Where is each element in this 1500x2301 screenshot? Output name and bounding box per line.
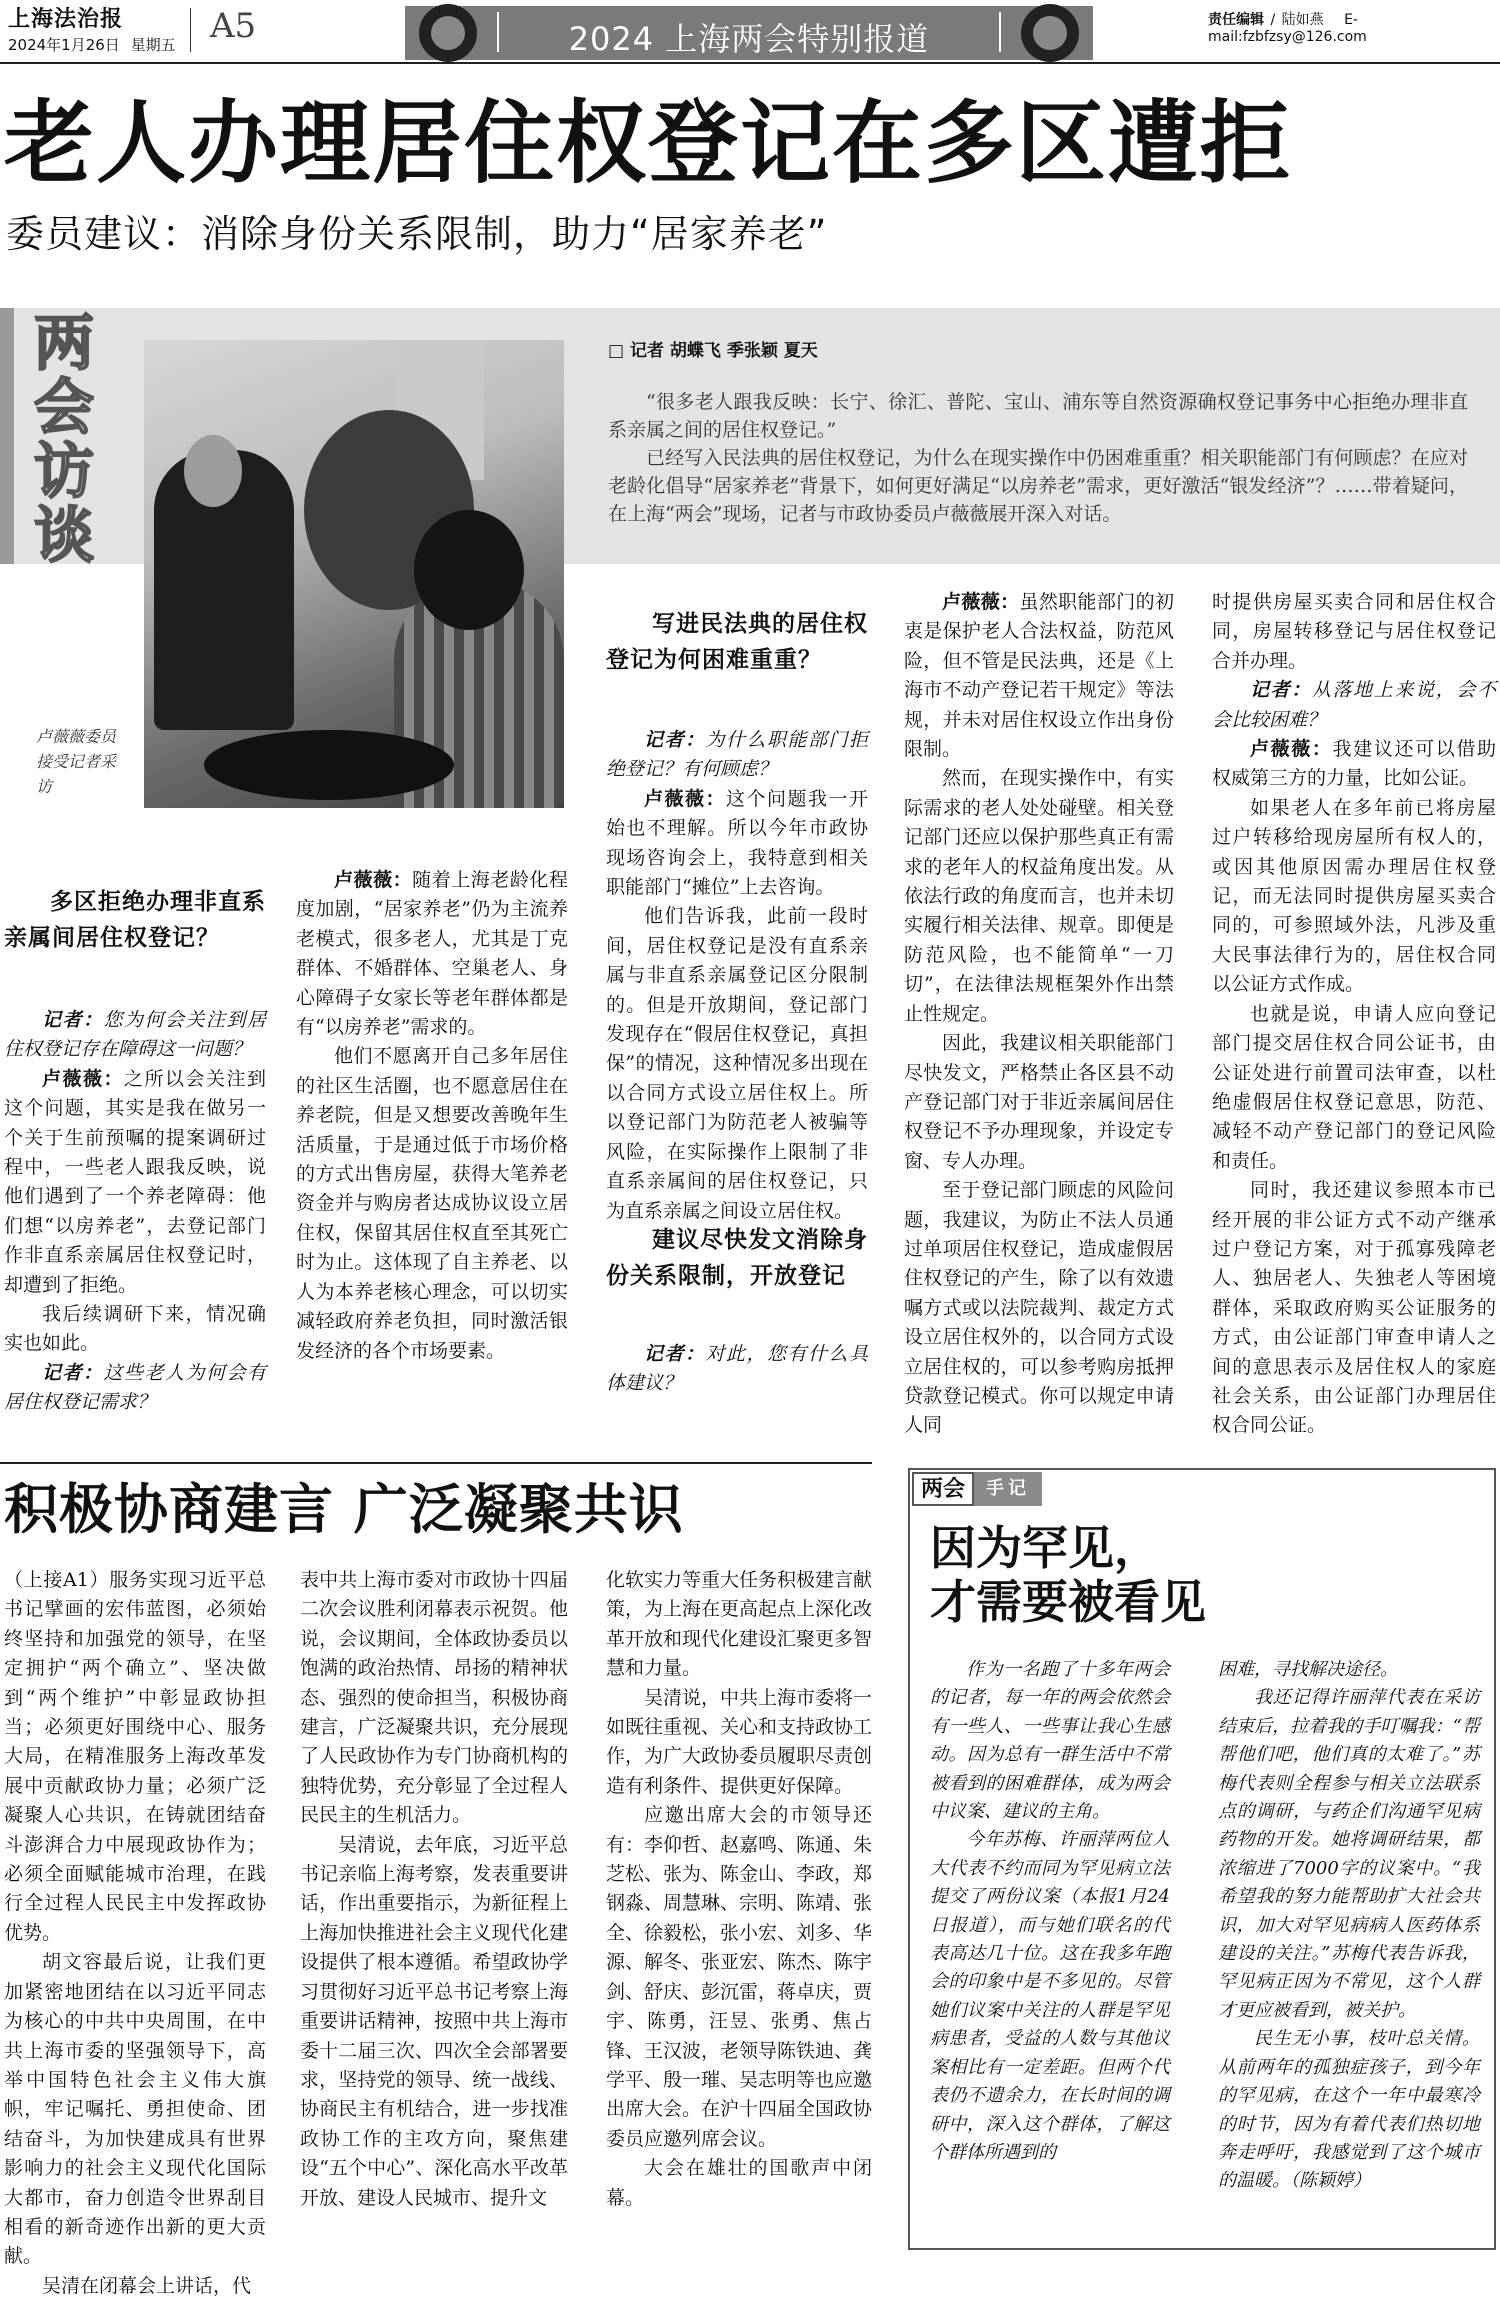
speaker-label: 卢薇薇： (42, 1067, 124, 1090)
paragraph (4, 1300, 266, 1359)
paragraph-text: 也就是说，申请人应向登记部门提交居住权合同公证书，由公证处进行前置司法审查，以杜绝虚假居住权登记意思，防范、减轻不动产登记部门的登记风险和责任。 (1212, 1002, 1496, 1172)
paragraph (904, 1176, 1174, 1441)
paragraph: 胡文容最后说，让我们更加紧密地团结在以习近平同志为核心的中共中央周围，在中共上海市委的坚强领导下，高举中国特色社会主义伟大旗帜，牢记嘱托、勇担使命、团结奋斗，为加快建成具有世界影响力的社会主义现代化国际大都市，奋力创造令世界刮目相看的新奇迹作出新的更大贡献。 (4, 1951, 266, 2268)
speaker-label: 卢薇薇： (1250, 738, 1333, 761)
issue-date (8, 34, 176, 55)
paragraph (296, 866, 568, 1042)
paragraph (606, 785, 868, 903)
lede-paragraph: “很多老人跟我反映：长宁、徐汇、普陀、宝山、浦东等自然资源确权登记事务中心拒绝办理非直系亲属之间的居住权登记。” (608, 391, 1468, 441)
photo-table (204, 730, 454, 800)
section-tag: 两会访谈 (34, 309, 94, 571)
story1-column-3 (606, 726, 868, 1222)
paragraph: 表中共上海市委对市政协十四届二次会议胜利闭幕表示祝贺。他说，会议期间，全体政协委员以饱满的政治热情、昂扬的精神状态、强烈的使命担当，积极协商建言，广泛凝聚共识，充分展现了人民政协作为专门协商机构的独特优势，充分彰显了全过程人民民主的生机活力。 (300, 1569, 568, 1827)
date-text: 2024年1月26日 (8, 36, 120, 54)
notes-tag-right: 手记 (974, 1472, 1042, 1506)
interview-photo (144, 340, 564, 808)
photo-person-right-head (414, 510, 524, 630)
paragraph-text: 这些老人为何会有居住权登记需求？ (4, 1361, 266, 1414)
photo-person-left-face (184, 435, 242, 507)
story1-column-2 (296, 866, 568, 1366)
paragraph-text: 他们告诉我，此前一段时间，居住权登记是没有直系亲属与非直系亲属登记区分限制的。但是开放期间，登记部门发现存在“假居住权登记，真担保”的情况，这种情况多出现在以合同方式设立居住权上。所以登记部门为防范老人被骗等风险，在实际操作上限制了非直系亲属间的居住权登记，只为直系亲属之间设立居住权。 (606, 905, 868, 1222)
weekday-text: 星期五 (130, 36, 176, 54)
byline: □ 记者 胡蝶飞 季张颖 夏天 (608, 341, 818, 361)
paragraph-text: 时提供房屋买卖合同和居住权合同，房屋转移登记与居住权登记合并办理。 (1212, 591, 1496, 672)
paragraph-text: 随着上海老龄化程度加剧，“居家养老”仍为主流养老模式，很多老人，尤其是丁克群体、不婚群体、空巢老人、身心障碍子女家长等老年群体都是有“以房养老”需求的。 (296, 869, 568, 1039)
paragraph-text: 您为何会关注到居住权登记存在障碍这一问题？ (4, 1009, 266, 1061)
tag-strip (0, 308, 14, 564)
story1-column-1 (4, 1006, 266, 1418)
speaker-label: 记者： (42, 1361, 104, 1384)
paragraph: 大会在雄壮的国歌声中闭幕。 (606, 2157, 872, 2209)
subheading-3: 建议尽快发文消除身份关系限制，开放登记 (606, 1226, 868, 1289)
page-number: A5 (210, 6, 257, 46)
paragraph-text: 他们不愿离开自己多年居住的社区生活圈，也不愿意居住在养老院，但是又想要改善晚年生活质量，于是通过低于市场价格的方式出售房屋，获得大笔养老资金并与购房者达成协议设立居住权，保留其居住权直至其死亡时为止。这体现了自主养老、以人为本养老核心理念，可以切实减轻政府养老负担，同时激活银发经济的各个市场要素。 (296, 1045, 568, 1362)
paragraph-text: 这个问题我一开始也不理解。所以今年市政协现场咨询会上，我特意到相关职能部门“摊位”上去咨询。 (606, 787, 868, 899)
paragraph-text: 然而，在现实操作中，有实际需求的老人处处碰壁。相关登记部门还应以保护那些真正有需求的老年人的权益角度出发。从依法行政的角度而言，也并未切实履行相关法律、规章。即便是防范风险，也不能简单“一刀切”，在法律法规框架外作出禁止性规定。 (904, 767, 1174, 1025)
masthead-rule (0, 62, 1500, 64)
paragraph: 今年苏梅、许丽萍两位人大代表不约而同为罕见病立法提交了两份议案（本报1月24日报道），而与她们联名的代表高达几十位。这在我多年跑会的印象中是不多见的。尽管她们议案中关注的人群是罕见病患者，受益的人数与其他议案相比有一定差距。但两个代表仍不遗余力，在长时间的调研中，深入这个群体，了解这个群体所遇到的 (930, 1829, 1170, 2163)
paragraph (904, 588, 1174, 764)
paragraph (1212, 1000, 1496, 1176)
paragraph (904, 1029, 1174, 1176)
emblem-icon-left (419, 4, 477, 62)
story2-column-3 (606, 1566, 872, 2250)
paragraph (606, 902, 868, 1225)
story1-column-4 (904, 588, 1174, 1437)
newspaper-logo: 上海法治报 (8, 6, 124, 32)
notes-headline-2: 才需要被看见 (930, 1575, 1206, 1629)
paragraph: 化软实力等重大任务积极建言献策，为上海在更高起点上深化改革开放和现代化建设汇聚更多智慧和力量。 (606, 1569, 873, 1680)
notes-headline-1: 因为罕见， (930, 1521, 1160, 1575)
editor-credit (1208, 9, 1500, 45)
subheading-1: 多区拒绝办理非直系亲属间居住权登记？ (4, 888, 266, 951)
header-divider (190, 8, 191, 52)
paragraph: 我还记得许丽萍代表在采访结束后，拉着我的手叮嘱我：“帮帮他们吧，他们真的太难了。”苏梅代表则全程参与相关立法联系点的调研，与药企们沟通罕见病药物的开发。她将调研结果，都浓缩进了7000字的议案中。“我希望我的努力能帮助扩大社会共识，加大对罕见病病人医药体系建设的关注。”苏梅代表告诉我，罕见病正因为不常见，这个人群才更应被看到，被关护。 (1218, 1687, 1480, 2021)
paragraph-text: 如果老人在多年前已将房屋过户转移给现房屋所有权人的，或因其他原因需办理居住权登记，而无法同时提供房屋买卖合同的，可参照域外法，凡涉及重大民事法律行为的，居住权合同以公证方式作成。 (1212, 796, 1496, 996)
story2-column-1 (4, 1566, 266, 2297)
paragraph: 应邀出席大会的市领导还有：李仰哲、赵嘉鸣、陈通、朱芝松、张为、陈金山、李政，郑钢淼、周慧琳、宗明、陈靖、张全、徐毅松，张小宏、刘多、华源、解冬、张亚宏、陈杰、陈宇剑、舒庆、彭沉雷，蒋卓庆，贾宇、陈勇，汪昱、张勇、焦占锋、王汉波，老领导陈铁迪、龚学平、殷一璀、吴志明等也应邀出席大会。在沪十四届全国政协委员应邀列席会议。 (606, 1804, 873, 2150)
paragraph: （上接A1）服务实现习近平总书记擘画的宏伟蓝图，必须始终坚持和加强党的领导，在坚定拥护“两个确立”、坚决做到“两个维护”中彰显政协担当；必须更好围绕中心、服务大局，在精准服务上海改革发展中贡献政协力量；必须广泛凝聚人心共识，在铸就团结奋斗澎湃合力中展现政协作为；必须全面赋能城市治理，在践行全过程人民民主中发挥政协优势。 (4, 1569, 266, 1944)
paragraph (4, 1065, 266, 1300)
paragraph: 吴清说，中共上海市委将一如既往重视、关心和支持政协工作，为广大政协委员履职尽责创造有利条件、提供更好保障。 (606, 1686, 873, 1797)
story2-headline: 积极协商建言 广泛凝聚共识 (4, 1477, 684, 1541)
banner-title: 2024 上海两会特别报道 (568, 20, 930, 58)
speaker-label: 记者： (644, 1343, 706, 1365)
paragraph (904, 764, 1174, 1029)
editor-name: 陆如燕 (1281, 12, 1324, 28)
paragraph (606, 726, 868, 785)
lede (608, 388, 1468, 528)
notes-tag-left: 两会 (912, 1472, 974, 1506)
subheadline: 委员建议：消除身份关系限制，助力“居家养老” (6, 212, 828, 256)
paragraph-text: 至于登记部门顾虑的风险问题，我建议，为防止不法人员通过单项居住权登记，造成虚假居住权登记的产生，除了以有效遗嘱方式或以法院裁判、裁定方式设立居住权外的，以合同方式设立居住权的，可以参考购房抵押贷款登记模式。你可以规定申请人同 (904, 1179, 1174, 1437)
speaker-label: 记者： (644, 729, 706, 751)
emblem-icon-right (1021, 4, 1079, 62)
paragraph-text: 我后续调研下来，情况确实也如此。 (4, 1303, 266, 1355)
paragraph-text: 同时，我还建议参照本市已经开展的非公证方式不动产继承过户登记方案，对于孤寡残障老人、独居老人、失独老人等困境群体，采取政府购买公证服务的方式，由公证部门审查申请人之间的意思表示及居住权人的家庭社会关系，由公证部门办理居住权合同公证。 (1212, 1179, 1496, 1437)
editor-email: E-mail:fzbfzsy@126.com (1208, 12, 1367, 45)
paragraph (4, 1006, 266, 1065)
editor-separator: / (1270, 12, 1276, 28)
notes-tag (912, 1472, 1042, 1506)
story2-column-2 (300, 1566, 568, 2250)
speaker-label: 卢薇薇： (334, 869, 413, 891)
paragraph: 吴清说，去年底，习近平总书记亲临上海考察，发表重要讲话，作出重要指示，为新征程上上海加快推进社会主义现代化建设提供了根本遵循。希望政协学习贯彻好习近平总书记考察上海重要讲话精神，按照中共上海市委十二届三次、四次全会部署要求，坚持党的领导、统一战线、协商民主有机结合，进一步找准政协工作的主攻方向，聚焦建设“五个中心”、深化高水平改革开放、建设人民城市、提升文 (300, 1833, 568, 2209)
paragraph (1212, 794, 1496, 1000)
section-rule (0, 1462, 872, 1464)
story1-column-3-end (606, 1340, 868, 1399)
paragraph (1212, 588, 1496, 676)
story1-column-5 (1212, 588, 1496, 1437)
paragraph: 民生无小事，枝叶总关情。从前两年的孤独症孩子，到今年的罕见病，在这个一年中最寒冷的时节，因为有着代表们热切地奔走呼吁，我感觉到了这个城市的温暖。（陈颖婷） (1218, 2028, 1480, 2192)
paragraph-text: 因此，我建议相关职能部门尽快发文，严格禁止各区县不动产登记部门对于非近亲属间居住权登记不予办理现象，并设定专窗、专人办理。 (904, 1032, 1174, 1172)
speaker-label: 卢薇薇： (942, 591, 1020, 613)
speaker-label: 记者： (1250, 679, 1312, 702)
paragraph: 吴清在闭幕会上讲话，代 (42, 2274, 252, 2297)
paragraph: 困难，寻找解决途径。 (1218, 1659, 1398, 1680)
paragraph (296, 1042, 568, 1365)
lede-paragraph: 已经写入民法典的居住权登记，为什么在现实操作中仍困难重重？相关职能部门有何顾虑？在应对老龄化倡导“居家养老”背景下，如何更好满足“以房养老”需求，更好激活“银发经济”？……带着疑问，在上海“两会”现场，记者与市政协委员卢薇薇展开深入对话。 (608, 447, 1468, 525)
paragraph-text: 之所以会关注到这个问题，其实是我在做另一个关于生前预嘱的提案调研过程中，一些老人跟我反映，说他们遇到了一个养老障碍：他们想“以房养老”，去登记部门作非直系亲属居住权登记时，却遭到了拒绝。 (4, 1067, 266, 1296)
paragraph-text: 我建议还可以借助权威第三方的力量，比如公证。 (1212, 738, 1496, 790)
paragraph (1212, 735, 1496, 794)
speaker-label: 卢薇薇： (644, 787, 726, 810)
paragraph (606, 1340, 868, 1399)
photo-caption: 卢薇薇委员接受记者采访 (36, 727, 117, 796)
notes-column-2 (1218, 1656, 1480, 2250)
paragraph-text: 为什么职能部门拒绝登记？有何顾虑？ (606, 729, 868, 781)
subheading-2: 写进民法典的居住权登记为何困难重重？ (606, 610, 868, 673)
paragraph (1212, 1176, 1496, 1441)
notes-column-1 (930, 1656, 1170, 2250)
paragraph-text: 对此，您有什么具体建议？ (606, 1343, 868, 1395)
paragraph (1212, 676, 1496, 735)
paragraph-text: 从落地上来说，会不会比较困难？ (1212, 679, 1496, 731)
headline: 老人办理居住权登记在多区遭拒 (4, 90, 1292, 196)
paragraph-text: 虽然职能部门的初衷是保护老人合法权益，防范风险，但不管是民法典，还是《上海市不动产登记若干规定》等法规，并未对居住权设立作出身份限制。 (904, 591, 1174, 761)
editor-label: 责任编辑 (1208, 12, 1264, 28)
paragraph (4, 1359, 266, 1418)
paragraph: 作为一名跑了十多年两会的记者，每一年的两会依然会有一些人、一些事让我心生感动。因为总有一群生活中不常被看到的困难群体，成为两会中议案、建议的主角。 (930, 1659, 1170, 1823)
banner (405, 6, 1093, 60)
speaker-label: 记者： (42, 1009, 104, 1031)
